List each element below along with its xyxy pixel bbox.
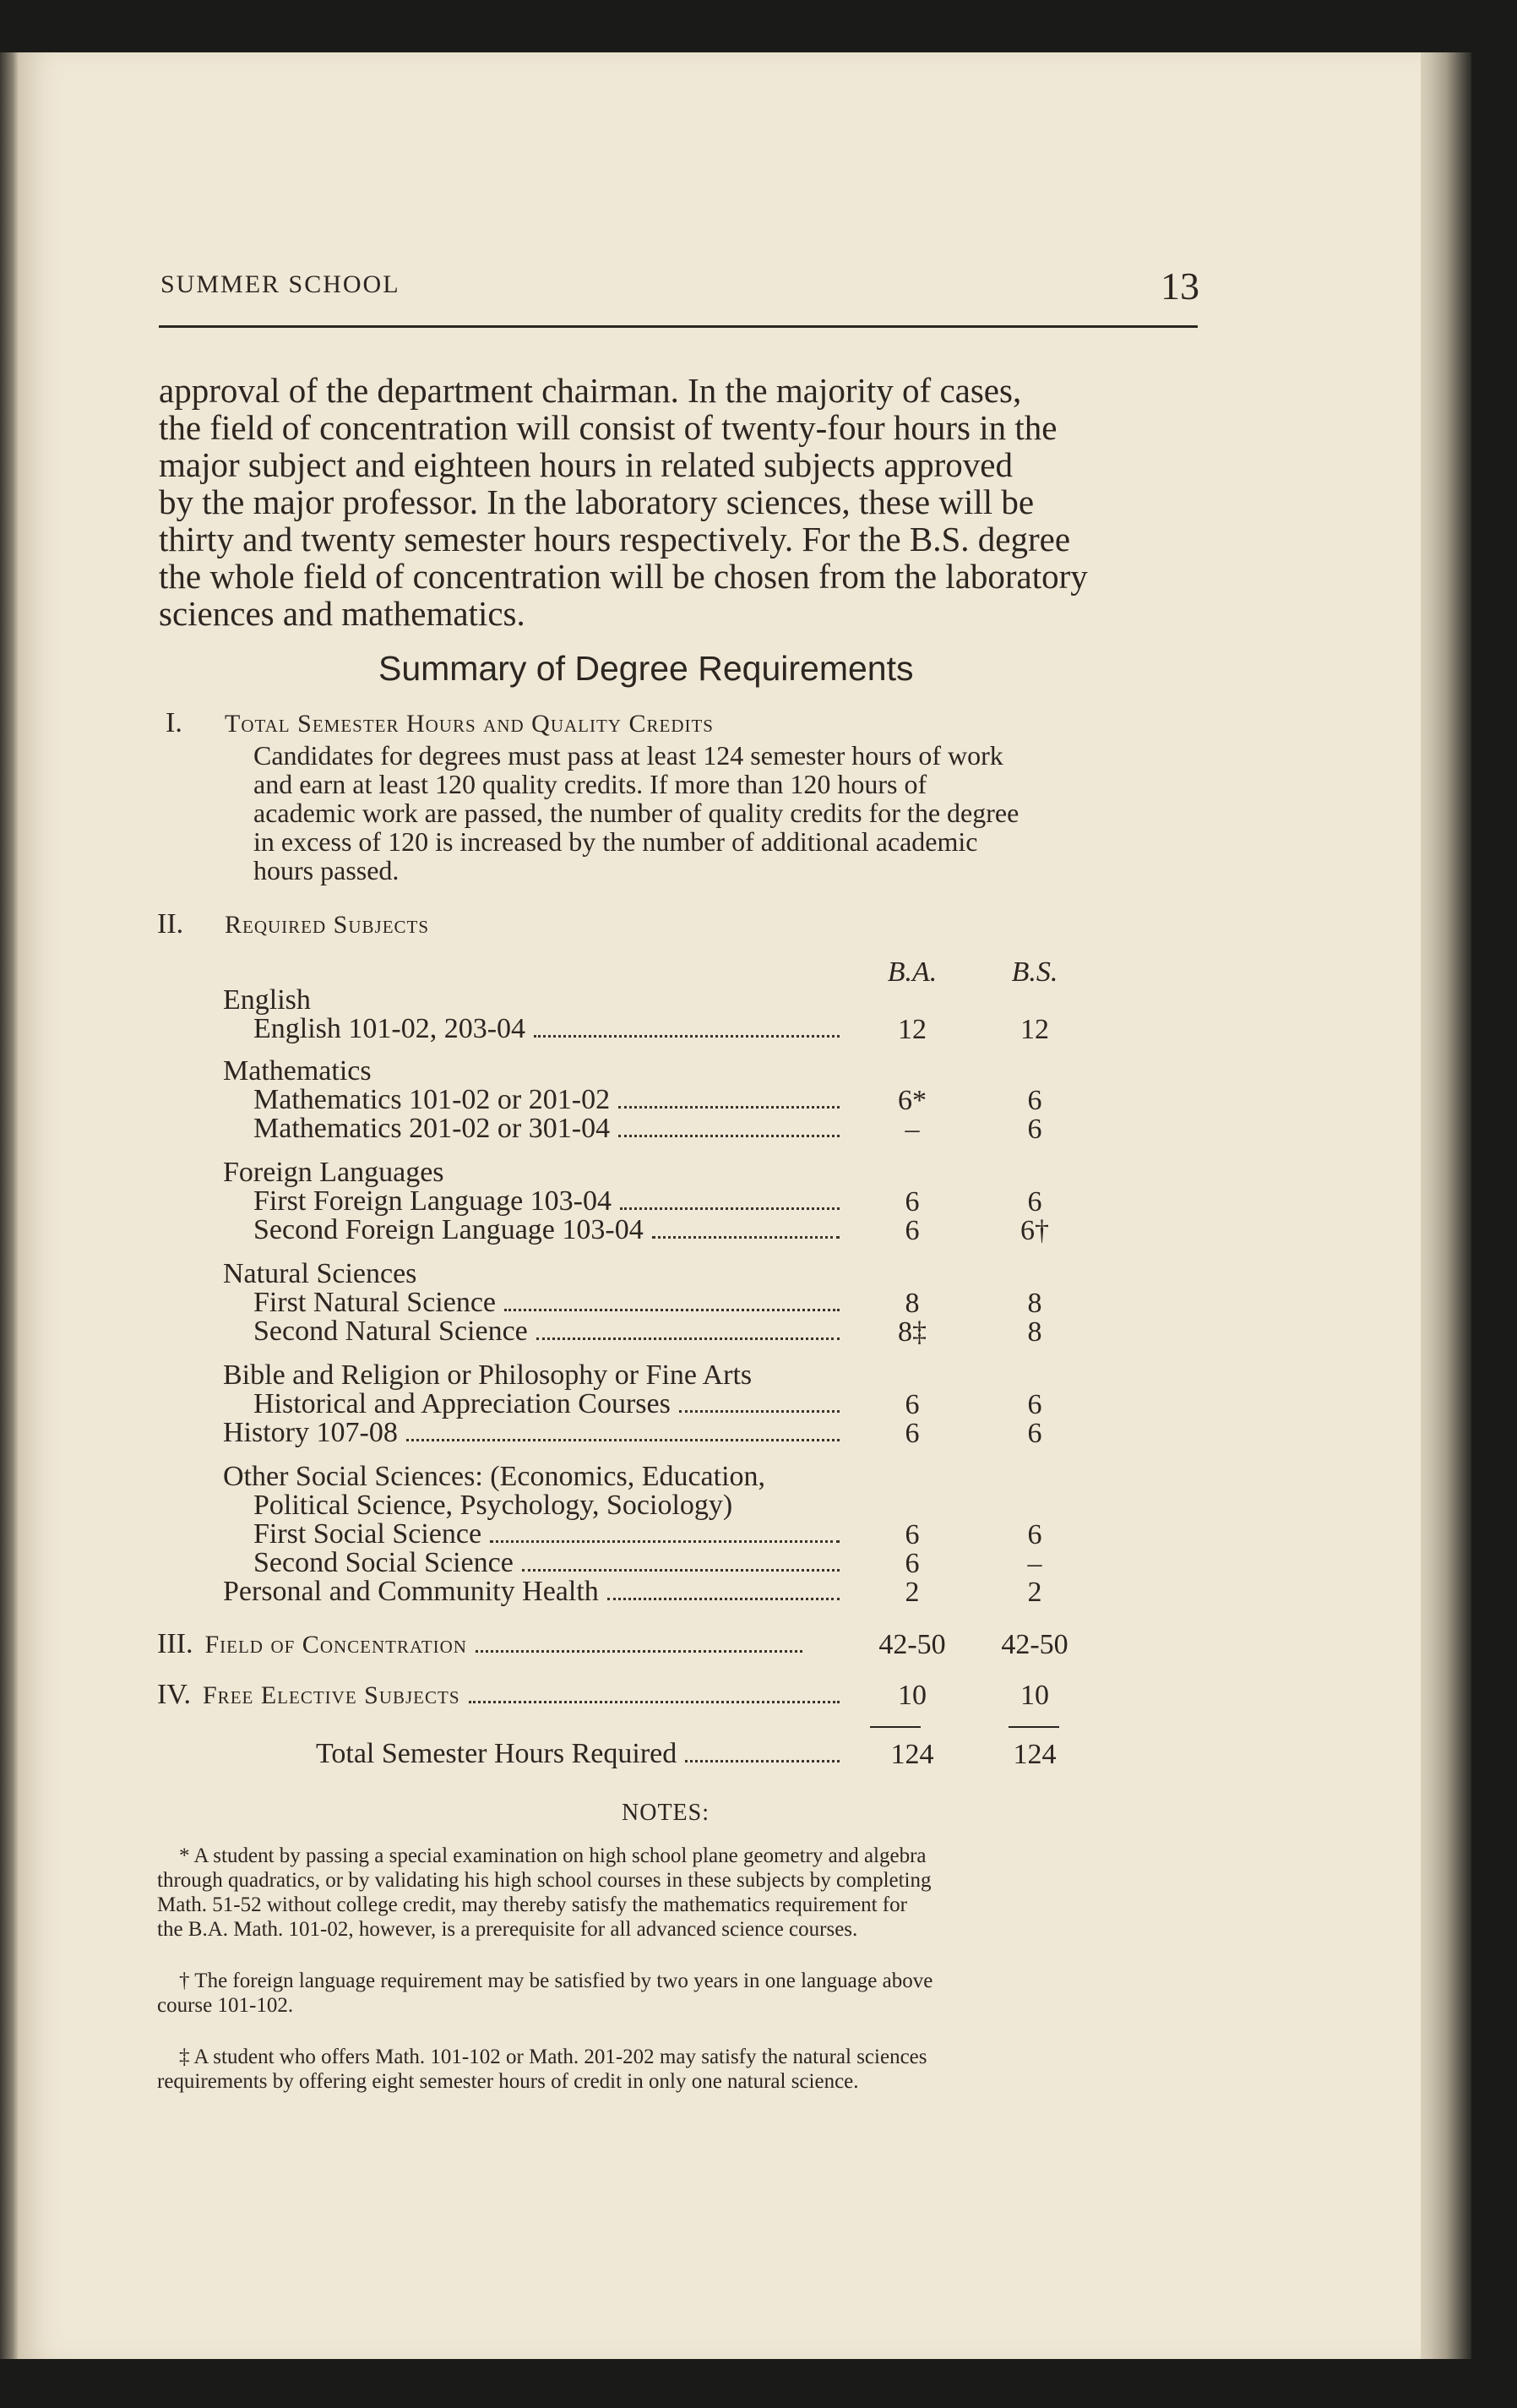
leader-dots [476,1649,802,1653]
ba-hours: 8 [905,1288,920,1319]
requirement-row [253,1548,845,1578]
row-label: Personal and Community Health [223,1576,599,1607]
requirement-row [253,1316,845,1347]
group-heading: Foreign Languages [223,1157,444,1188]
summary-title: Summary of Degree Requirements [378,649,914,688]
group-heading: Natural Sciences [223,1258,417,1289]
section-text-line: in excess of 120 is increased by the number of additional academic [253,826,978,857]
intro-line: approval of the department chairman. In the majority of cases, [159,371,1022,410]
intro-line: sciences and mathematics. [159,594,525,633]
row-label: Mathematics 201-02 or 301-04 [253,1113,611,1144]
note-line: * A student by passing a special examination on high school plane geometry and algebra [179,1844,927,1867]
leader-dots [607,1597,840,1600]
total-label: Total Semester Hours Required [316,1738,677,1769]
bs-hours: 6 [1027,1519,1042,1550]
ba-hours: – [905,1114,920,1145]
leader-dots [620,1207,840,1210]
bs-hours: 6 [1027,1114,1042,1145]
requirement-row [253,1014,845,1044]
requirement-row [253,1114,845,1144]
leader-dots [685,1759,840,1762]
bs-hours: 8 [1027,1288,1042,1319]
row-label: Historical and Appreciation Courses [253,1388,671,1419]
intro-line: major subject and eighteen hours in related subjects approved [159,445,1014,484]
section-numeral: III. [157,1628,193,1659]
requirement-row [253,1519,845,1550]
section-title: Field of Concentration [204,1631,467,1659]
requirement-row [253,1288,845,1318]
header-rule [159,325,1198,328]
ba-hours: 10 [898,1680,927,1711]
leader-dots [490,1539,840,1543]
leader-dots [618,1105,840,1109]
ba-hours: 6 [905,1418,920,1449]
note-line: † The foreign language requirement may be satisfied by two years in one language above [179,1969,933,1992]
section-row [157,1629,807,1659]
requirement-row [253,1215,845,1245]
sum-rule [1009,1726,1059,1728]
bs-hours: – [1027,1548,1042,1579]
bs-hours: 42-50 [1001,1629,1068,1660]
section-title: Free Elective Subjects [203,1681,460,1709]
section-text-line: academic work are passed, the number of quality credits for the degree [253,798,1019,828]
leader-dots [652,1235,840,1239]
bs-hours: 6 [1027,1085,1042,1116]
row-label: Second Social Science [253,1547,514,1578]
requirement-row [253,1085,845,1115]
ba-hours: 12 [898,1014,927,1045]
note-line: ‡ A student who offers Math. 101-102 or Math. 201-202 may satisfy the natural sciences [179,2046,927,2068]
book-page-edges [1421,52,1471,2359]
ba-hours: 6 [905,1215,920,1246]
intro-line: thirty and twenty semester hours respectively. For the B.S. degree [159,520,1071,558]
bs-hours: 8 [1027,1316,1042,1348]
ba-hours: 6 [905,1519,920,1550]
section-row [157,1680,845,1710]
section-text-line: hours passed. [253,855,400,885]
notes-heading: NOTES: [622,1800,710,1826]
bs-total: 124 [1013,1739,1057,1770]
row-label: Second Natural Science [253,1316,528,1347]
row-label: English 101-02, 203-04 [253,1013,526,1044]
section-title: Required Subjects [225,911,430,939]
leader-dots [469,1700,840,1703]
total-row [316,1739,845,1769]
ba-hours: 8‡ [898,1316,927,1348]
book-left-edge [0,52,19,2359]
note-line: requirements by offering eight semester hours of credit in only one natural science. [157,2070,859,2093]
intro-line: by the major professor. In the laboratory sciences, these will be [159,482,1035,521]
section-text-line: and earn at least 120 quality credits. If more than 120 hours of [253,769,927,799]
ba-hours: 2 [905,1577,920,1608]
leader-dots [504,1308,840,1311]
section-numeral: II. [157,908,184,940]
bs-hours: 10 [1020,1680,1049,1711]
bs-hours: 2 [1027,1577,1042,1608]
group-heading: Other Social Sciences: (Economics, Education, [223,1461,766,1492]
note-line: the B.A. Math. 101-02, however, is a prerequisite for all advanced science courses. [157,1918,858,1941]
bs-hours: 6 [1027,1389,1042,1420]
group-heading-continued: Political Science, Psychology, Sociology) [253,1490,733,1521]
section-numeral: I. [166,707,182,738]
section-text-line: Candidates for degrees must pass at least 124 semester hours of work [253,740,1003,771]
row-label: First Social Science [253,1518,482,1550]
group-heading: Bible and Religion or Philosophy or Fine Arts [223,1359,753,1391]
requirement-row [253,1389,845,1419]
intro-line: the field of concentration will consist of twenty-four hours in the [159,408,1058,447]
note-line: Math. 51-52 without college credit, may thereby satisfy the mathematics requirement for [157,1893,907,1916]
requirement-row [223,1418,845,1448]
group-heading: Mathematics [223,1055,372,1087]
note-line: course 101-102. [157,1994,294,2017]
ba-hours: 6 [905,1548,920,1579]
column-header-ba: B.A. [887,956,938,988]
requirement-row [253,1186,845,1217]
bs-hours: 6 [1027,1186,1042,1218]
section-title: Total Semester Hours and Quality Credits [225,710,714,738]
note-line: through quadratics, or by validating his high school courses in these subjects by completing [157,1869,932,1892]
bs-hours: 6† [1020,1215,1049,1246]
section-numeral: IV. [157,1679,191,1710]
sum-rule [870,1726,921,1728]
row-label: Mathematics 101-02 or 201-02 [253,1084,611,1115]
bs-hours: 12 [1020,1014,1049,1045]
ba-hours: 6 [905,1186,920,1218]
ba-hours: 42-50 [878,1629,946,1660]
leader-dots [522,1568,840,1572]
ba-total: 124 [890,1739,934,1770]
leader-dots [679,1409,840,1413]
bs-hours: 6 [1027,1418,1042,1449]
column-header-bs: B.S. [1011,956,1058,988]
leader-dots [536,1337,840,1340]
intro-line: the whole field of concentration will be chosen from the laboratory [159,557,1088,596]
ba-hours: 6 [905,1389,920,1420]
leader-dots [618,1134,840,1137]
page-number: 13 [1161,264,1199,308]
group-heading: English [223,984,311,1016]
row-label: First Natural Science [253,1287,497,1318]
row-label: History 107-08 [223,1417,398,1448]
ba-hours: 6* [898,1085,927,1116]
requirement-row [223,1577,845,1607]
row-label: First Foreign Language 103-04 [253,1185,612,1217]
running-title: SUMMER SCHOOL [160,270,400,298]
row-label: Second Foreign Language 103-04 [253,1214,644,1245]
leader-dots [406,1438,840,1441]
leader-dots [534,1034,840,1038]
